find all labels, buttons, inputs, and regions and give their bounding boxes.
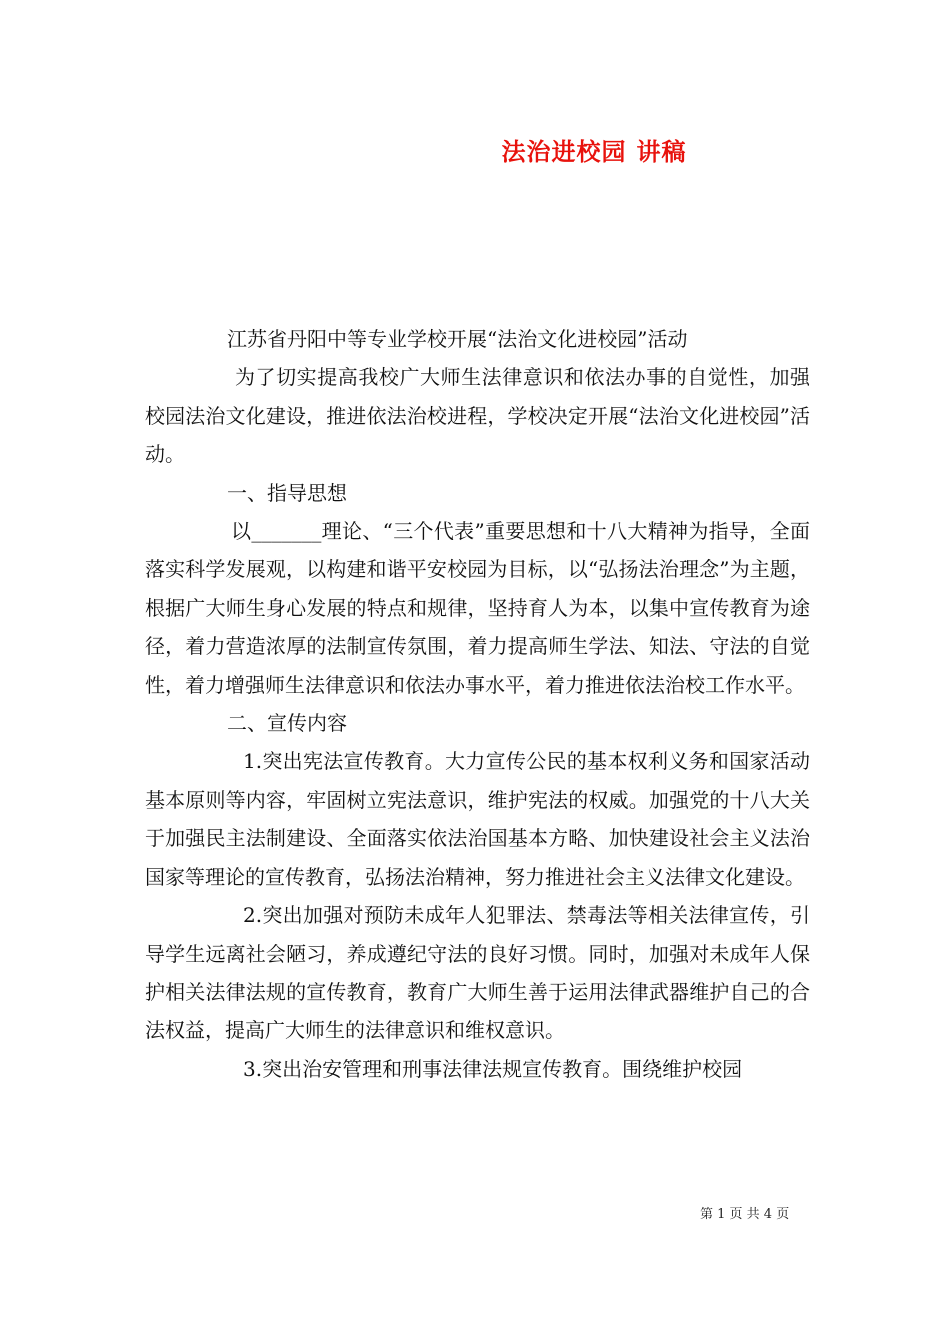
content-item-3: 3.突出治安管理和刑事法律法规宣传教育。围绕维护校园 — [243, 1056, 743, 1081]
content-item-1: 1.突出宪法宣传教育。大力宣传公民的基本权利义务和国家活动基本原则等内容，牢固树立宪法意识，维护宪法的权威。加强党的十八大关于加强民主法制建设、全面落实依法治国基本方略、加快建设社会主义法治国家等理论的宣传教育，弘扬法治精神，努力推进社会主义法律文化建设。 — [145, 749, 810, 889]
section-heading-guiding: 一、指导思想 — [227, 480, 347, 505]
section-heading-content: 二、宣传内容 — [227, 711, 347, 736]
title-main: 法治进校园 — [501, 138, 627, 166]
intro-paragraph: 为了切实提高我校广大师生法律意识和依法办事的自觉性，加强校园法治文化建设，推进依法治校进程，学校决定开展“法治文化进校园”活动。 — [145, 365, 810, 467]
title-suffix: 讲稿 — [636, 138, 687, 166]
content-item-2: 2.突出加强对预防未成年人犯罪法、禁毒法等相关法律宣传，引导学生远离社会陋习，养成遵纪守法的良好习惯。同时，加强对未成年人保护相关法律法规的宣传教育，教育广大师生善于运用法律武器维护自己的合法权益，提高广大师生的法律意识和维权意识。 — [145, 903, 810, 1043]
guiding-paragraph: 以_______理论、“三个代表”重要思想和十八大精神为指导，全面落实科学发展观，以构建和谐平安校园为目标，以“弘扬法治理念”为主题，根据广大师生身心发展的特点和规律，坚持育人为本，以集中宣传教育为途径，着力营造浓厚的法制宣传氛围，着力提高师生学法、知法、守法的自觉性，着力增强师生法律意识和依法办事水平，着力推进依法治校工作水平。 — [145, 519, 810, 697]
page-footer: 第 1 页 共 4 页 — [700, 1207, 790, 1222]
subtitle: 江苏省丹阳中等专业学校开展“法治文化进校园”活动 — [227, 327, 688, 351]
document-body — [145, 320, 810, 1088]
document-title — [0, 132, 950, 167]
